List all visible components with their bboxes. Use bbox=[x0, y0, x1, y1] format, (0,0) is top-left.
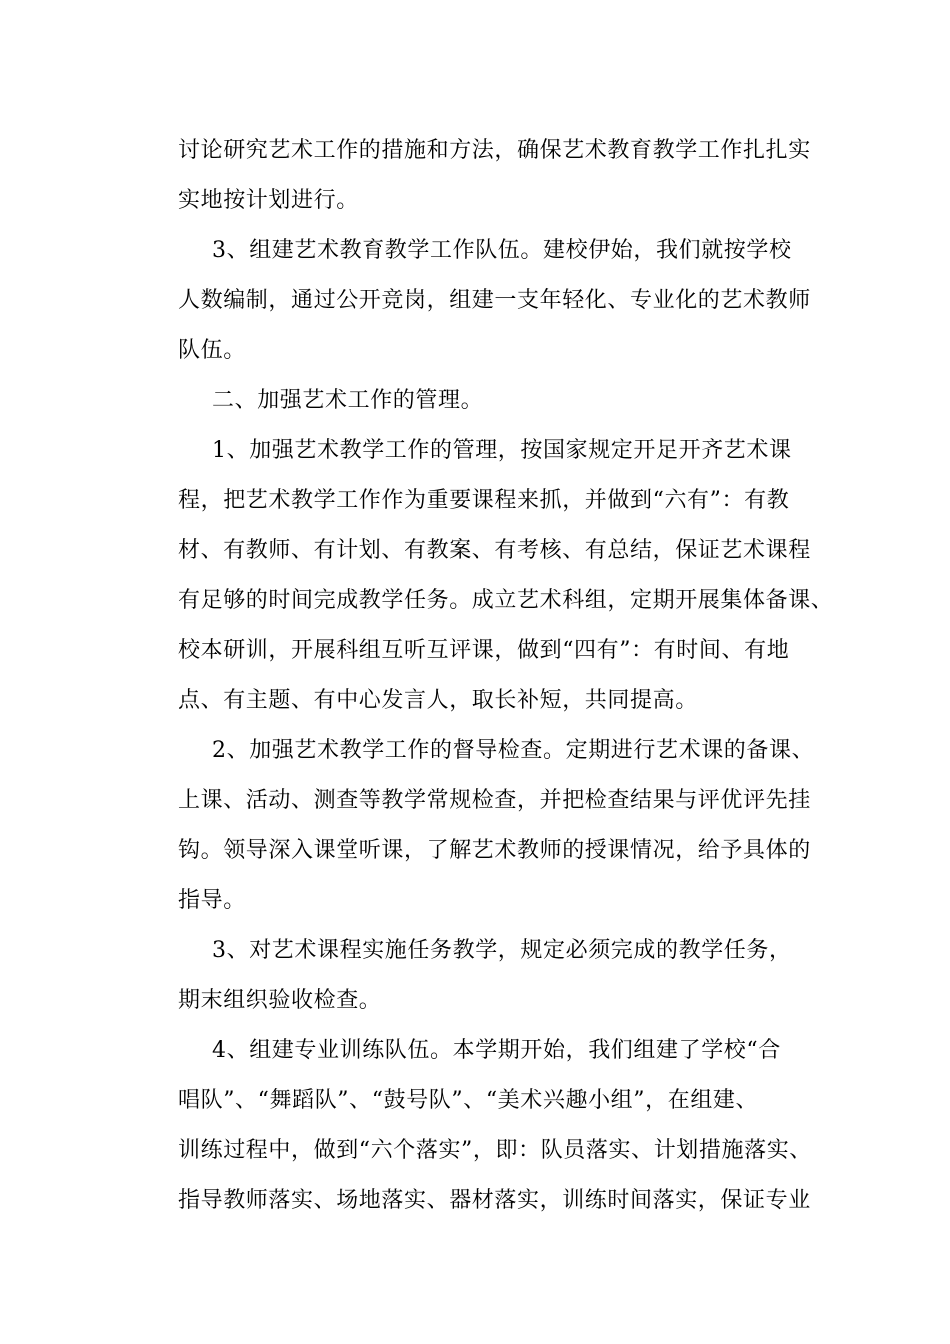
paragraph-line: 讨论研究艺术工作的措施和方法，确保艺术教育教学工作扎扎实 bbox=[178, 138, 811, 163]
paragraph-line: 期末组织验收检查。 bbox=[178, 988, 382, 1013]
paragraph-line: 1、加强艺术教学工作的管理，按国家规定开足开齐艺术课 bbox=[212, 438, 792, 463]
paragraph-line: 有足够的时间完成教学任务。成立艺术科组，定期开展集体备课、 bbox=[178, 588, 834, 613]
paragraph-line: 点、有主题、有中心发言人，取长补短，共同提高。 bbox=[178, 688, 698, 713]
paragraph-line: 4、组建专业训练队伍。本学期开始，我们组建了学校“合 bbox=[212, 1038, 781, 1063]
paragraph-line: 3、对艺术课程实施任务教学，规定必须完成的教学任务， bbox=[212, 938, 792, 963]
section-heading: 二、加强艺术工作的管理。 bbox=[212, 388, 484, 413]
paragraph-line: 实地按计划进行。 bbox=[178, 188, 359, 213]
paragraph-line: 校本研训，开展科组互听互评课，做到“四有”：有时间、有地 bbox=[178, 638, 790, 663]
paragraph-line: 3、组建艺术教育教学工作队伍。建校伊始，我们就按学校 bbox=[212, 238, 792, 263]
paragraph-line: 训练过程中，做到“六个落实”，即：队员落实、计划措施落实、 bbox=[178, 1138, 812, 1163]
paragraph-line: 人数编制，通过公开竞岗，组建一支年轻化、专业化的艺术教师 bbox=[178, 288, 811, 313]
paragraph-line: 上课、活动、测查等教学常规检查，并把检查结果与评优评先挂 bbox=[178, 788, 811, 813]
paragraph-line: 钩。领导深入课堂听课，了解艺术教师的授课情况，给予具体的 bbox=[178, 838, 811, 863]
paragraph-line: 队伍。 bbox=[178, 338, 246, 363]
paragraph-line: 指导教师落实、场地落实、器材落实，训练时间落实，保证专业 bbox=[178, 1188, 811, 1213]
paragraph-line: 材、有教师、有计划、有教案、有考核、有总结，保证艺术课程 bbox=[178, 538, 811, 563]
paragraph-line: 指导。 bbox=[178, 888, 246, 913]
paragraph-line: 程，把艺术教学工作作为重要课程来抓，并做到“六有”：有教 bbox=[178, 488, 790, 513]
paragraph-line: 2、加强艺术教学工作的督导检查。定期进行艺术课的备课、 bbox=[212, 738, 815, 763]
paragraph-line: 唱队”、“舞蹈队”、“鼓号队”、“美术兴趣小组”，在组建、 bbox=[178, 1088, 759, 1113]
